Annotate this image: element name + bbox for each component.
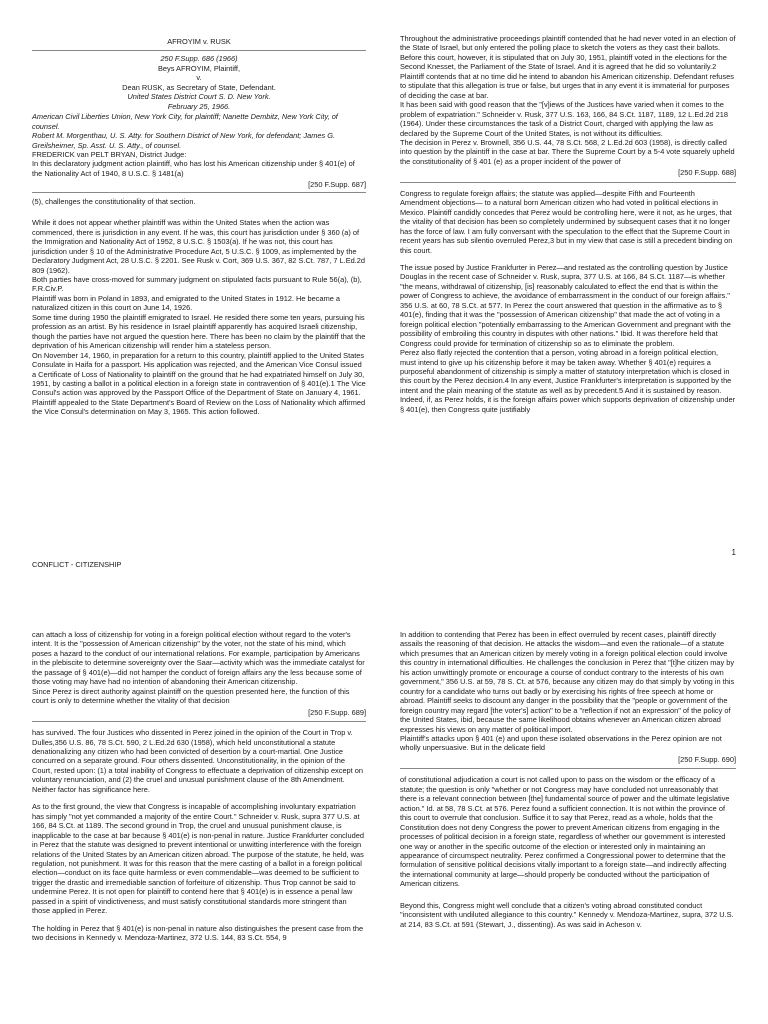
page-ref-688: [250 F.Supp. 688] xyxy=(678,168,736,178)
right-column-page-1 xyxy=(400,34,736,414)
paragraph: Some time during 1950 the plaintiff emigrated to Israel. He resided there some ten years, pursuing his profession as an artist. By his residence in Israel plaintiff apparently has acquired Israeli citizenship, though the parties have not argued the question here. There has been no claim by the plaintiff that the deprivation of his American citizenship will render him a stateless person. xyxy=(32,312,366,351)
paragraph: Plaintiff contends that at no time did he intend to abandon his American citizenship. Defendant refuses to stipulate that this allegation is true or false, but urges that in any event it is immaterial for purposes of deciding the case at bar. xyxy=(400,71,734,100)
opening-paragraph: In this declaratory judgment action plaintiff, who has lost his American citizenship under § 401(e) of the Nationality Act of 1940, 8 U.S.C. § 1481(a) xyxy=(32,159,355,178)
paragraph: The issue posed by Justice Frankfurter in Perez—and restated as the controlling question by Justice Douglas in the recent case of Schneider v. Rusk, supra, 377 U.S. at 166, 84 S.Ct. 1187—is whether "the means, withdrawal of citizenship, [is] reasonably calculated to effect the end that is within the power of Congress to achieve, the avoidance of embarrassment in the conduct of our foreign affairs." 356 U.S. at 60, 78 S.Ct. at 577. In Perez the court answered that question in the affirmative as to § 401(e), finding that it was the "possession of American citizenship" that made the act of voting in a foreign political election "potentially embarrassing to the American Government and pregnant with the possibility of embroiling this country in disputes with other nations." Ibid. It was therefore held that Congress could provide for termination of citizenship so as to eliminate the problem. xyxy=(400,262,731,348)
defendant-name: Dean RUSK, as Secretary of State, Defendant. xyxy=(122,82,276,92)
page-footer: CONFLICT - CITIZENSHIP xyxy=(32,560,122,569)
page-ref-689: [250 F.Supp. 689] xyxy=(308,707,366,717)
paragraph: Both parties have cross-moved for summary judgment on stipulated facts pursuant to Rule 56(a), (b), F.R.Civ.P. xyxy=(32,274,362,294)
page-gap xyxy=(0,582,768,602)
citation: 250 F.Supp. 686 (1966) xyxy=(160,54,238,64)
paragraph: Congress to regulate foreign affairs; the statute was applied—despite Fifth and Fourteenth Amendment objections— to a natural born American citizen who had voted in political elections in Mexico. Plaintiff candidly concedes that Perez would be controlling here, were it not, as he urges, that the vitality of that decision has been so completely undermined by subsequent cases that it no longer has the force of law. I am fully conversant with the speculation to the effect that the Supreme Court in recent years has sub silentio overruled Perez,3 but in my view that case is still a precedent binding on this court. xyxy=(400,188,733,255)
document-page-2 xyxy=(0,602,768,1024)
counsel-defendant: Robert M. Morgenthau, U. S. Atty. for Southern District of New York, for defendant; James G. Greilsheimer, Sp. Asst. U. S. Atty., of counsel. xyxy=(32,131,336,150)
page-ref-690: [250 F.Supp. 690] xyxy=(678,754,736,764)
title-divider xyxy=(32,50,366,51)
case-title: AFROYIM v. RUSK xyxy=(167,37,231,46)
paragraph: of constitutional adjudication a court is not called upon to pass on the wisdom or the efficacy of a statute; the question is only "whether or not Congress may have concluded not unreasonably that there is a relevant connection between [the] fundamental source of power and the ultimate legislative action." Id. at 58, 78 S.Ct. at 576. Perez found a sufficient connection. It is not within the province of this court to overrule that conclusion. Suffice it to say that Perez, read as a whole, holds that the Constitution does not deny Congress the power to prevent American citizens from engaging in the processes of political decision in a foreign state, regardless of whether our government is interested one way or another in the specific outcome of the election or interested only in maintaining an appearance of circumspect neutrality. Perez confirmed a Congressional power to determine that the formulation of sensitive political decisions vitally important to a foreign state—and indirectly affecting the international community at large—should properly be conducted without the participation of American citizens. xyxy=(400,775,730,889)
plaintiff-name: Beys AFROYIM, Plaintiff, xyxy=(157,63,240,73)
decision-date: February 25, 1966. xyxy=(167,101,231,111)
paragraph: Plaintiff was born in Poland in 1893, and emigrated to the United States in 1912. He became a naturalized citizen in this court on June 14, 1926. xyxy=(32,293,341,313)
paragraph: has survived. The four Justices who dissented in Perez joined in the opinion of the Court in Trop v. Dulles,356 U.S. 86, 78 S.Ct. 590, 2 L.Ed.2d 630 (1958), which held unconstitutional a statute denationalizing any citizen who had been convicted of desertion by a court-martial. One Justice concurred on a separate ground. Four others dissented. Unconstitutionality, in the opinion of the Court, rested upon: (1) a total inability of Congress to effectuate a deprivation of citizenship except on voluntary renunciation, and (2) the cruel and unusual punishment clause of the 8th Amendment. Neither factor has significance here. xyxy=(32,728,363,794)
paragraph: It has been said with good reason that the "[v]iews of the Justices have varied when it comes to the problem of expatriation." Schneider v. Rusk, 377 U.S. 163, 166, 84 S.Ct. 1187, 1189, 12 L.Ed.2d 218 (1964). Under these circumstances the task of a District Court, charged with applying the law as declared by the Supreme Court of the United States, is not without its difficulties. xyxy=(400,100,729,138)
paragraph: Throughout the administrative proceedings plaintiff contended that he had never voted in an election of the State of Israel, but only entered the polling place to sketch the voters as they cast their ballots. Before this court, however, it is stipulated that on July 30, 1951, plaintiff voted in the elections for the Second Knesset, the Parliament of the State of Israel. And it is agreed that he did so voluntarily.2 xyxy=(400,34,736,72)
paragraph: Perez also flatly rejected the contention that a person, voting abroad in a foreign political election, must intend to give up his citizenship before it may be taken away. Whether § 401(e) requires a purposeful abandonment of citizenship is simply a matter of statutory interpretation which is closed in this court by the Perez decision.4 In any event, Justice Frankfurter's interpretation is supported by the intent and the plain meaning of the statute as well as by precedent.5 And it is sustained by reason. Indeed, if, as Perez holds, it is the foreign affairs power which supports deprivation of citizenship under § 401(e), then Congress quite justifiably xyxy=(400,348,736,414)
paragraph: In addition to contending that Perez has been in effect overruled by recent cases, plaintiff directly assails the reasoning of that decision. He attacks the wisdom—and even the rationale—of a statute which presumes that an American citizen by merely voting in a foreign political election could involve this country in international difficulties. He challenges the conclusion in Perez that "[t]he citizen may by his action unwittingly promote or encourage a course of conduct contrary to the interests of his own government," 356 U.S. at 59, 78 S. Ct. at 576, because any citizen may do that simply by voting in this country for a candidate who turns out badly or by exercising his rights of free speech at home or abroad. Plaintiff seeks to discount any danger in the possibility that the "people or government of the foreign country may regard [the voter's] action" to be a "reflection if not an expression" of the policy of the United States, ibid, because the same likelihood obtains whenever an American citizen abroad expresses his views on any matter of political import. xyxy=(400,630,735,734)
left-column-page-1 xyxy=(32,34,366,417)
page-number: 1 xyxy=(731,548,736,557)
court-name: United States District Court S. D. New York. xyxy=(127,92,271,102)
column-divider xyxy=(32,192,366,193)
paragraph: Since Perez is direct authority against plaintiff on the question presented here, the function of this court is only to determine whether the vitality of that decision xyxy=(32,686,350,706)
right-column-page-2 xyxy=(400,630,736,929)
paragraph: While it does not appear whether plaintiff was within the United States when the action was commenced, there is jurisdiction in any event. If he was, this court has jurisdiction under § 360 (a) of the Immigration and Nationality Act of 1952, 8 U.S.C. § 1503(a). If he was not, this court has jurisdiction under § 10 of the Administrative Procedure Act, 5 U.S.C. § 1009, as implemented by the Declaratory Judgment Act, 28 U.S.C. § 2201. See Rusk v. Cort, 369 U.S. 367, 82 S.Ct. 787, 7 L.Ed.2d 809 (1962). xyxy=(32,218,366,275)
counsel-plaintiff: American Civil Liberties Union, New York City, for plaintiff; Nanette Dembitz, New York City, of counsel. xyxy=(32,112,338,131)
paragraph: The holding in Perez that § 401(e) is non-penal in nature also distinguishes the present case from the two decisions in Kennedy v. Mendoza-Martinez, 372 U.S. 144, 83 S.Ct. 554, 9 xyxy=(32,923,364,943)
paragraph: As to the first ground, the view that Congress is incapable of accomplishing involuntary expatriation has simply "not yet commanded a majority of the entire Court." Schneider v. Rusk, supra 377 U.S. at 166, 84 S.Ct. at 1189. The second ground in Trop, the cruel and unusual punishment clause, is inapplicable to the case at bar because § 401(e) is non-penal in nature. Justice Frankfurter concluded in Perez that the statute was designed to prevent intentional or unwitting interference with the foreign relations of the United States by an American citizen abroad. The purpose of the statute, he held, was regulation, not punishment. It was for this reason that the mere casting of a ballot in a foreign political election—conduct on its face quite harmless or even commendable—was deemed to be sufficient to trigger the drastic and irremediable sanction of forfeiture of citizenship. Thus Trop cannot be said to undermine Perez. It is not open for plaintiff to contend here that § 401(e) is in essence a penal law passed in a spirit of vindictiveness, and must satisfy constitutional standards more stringent than those applied in Perez. xyxy=(32,802,364,916)
page-ref-687: [250 F.Supp. 687] xyxy=(308,180,366,190)
paragraph: On November 14, 1960, in preparation for a return to this country, plaintiff applied to the United States Consulate in Haifa for a passport. His application was rejected, and the American Vice Consul issued a Certificate of Loss of Nationality to plaintiff on the ground that he had expatriated himself on July 30, 1951, by casting a ballot in a political election in a foreign state in contravention of § 401(e).1 The Vice Consul's action was approved by the Passport Office of the Department of State on January 4, 1961. Plaintiff appealed to the State Department's Board of Review on the Loss of Nationality which affirmed the Vice Consul's determination on May 3, 1965. This action followed. xyxy=(32,350,366,417)
column-divider xyxy=(400,182,736,183)
column-divider xyxy=(400,768,736,769)
paragraph: can attach a loss of citizenship for voting in a foreign political election without regard to the voter's intent. It is the "possession of American citizenship" by the voter, not the state of his mind, which poses a hazard to the conduct of our international relations. For example, participation by Americans in the plebiscite to determine sovereignty over the Saar—activity which was the immediate catalyst for the passage of § 401(e)—did not hamper the conduct of foreign affairs any the less because some of those voting may have had no intention of abandoning their American citizenship. xyxy=(32,630,365,687)
column-divider xyxy=(32,721,366,722)
paragraph: Plaintiff's attacks upon § 401 (e) and upon these isolated observations in the Perez opinion are not wholly unpersuasive. But in the delicate field xyxy=(400,733,722,753)
left-column-page-2 xyxy=(32,630,366,943)
paragraph: Beyond this, Congress might well conclude that a citizen's voting abroad constituted conduct "inconsistent with undiluted allegiance to this country." Kennedy v. Mendoza-Martinez, supra, 372 U.S. at 214, 83 S.Ct. at 591 (Stewart, J., dissenting). As was said in Acheson v. xyxy=(400,900,734,929)
versus: v. xyxy=(196,73,202,83)
paragraph: (5), challenges the constitutionality of that section. xyxy=(32,196,196,206)
judge-name: FREDERICK van PELT BRYAN, District Judge: xyxy=(32,149,187,159)
paragraph: The decision in Perez v. Brownell, 356 U.S. 44, 78 S.Ct. 568, 2 L.Ed.2d 603 (1958), is directly called into question by the plaintiff in the case at bar. There the Supreme Court by a 5-4 vote squarely upheld the constitutionality of § 401 (e) as a proper incident of the power of xyxy=(400,137,735,166)
